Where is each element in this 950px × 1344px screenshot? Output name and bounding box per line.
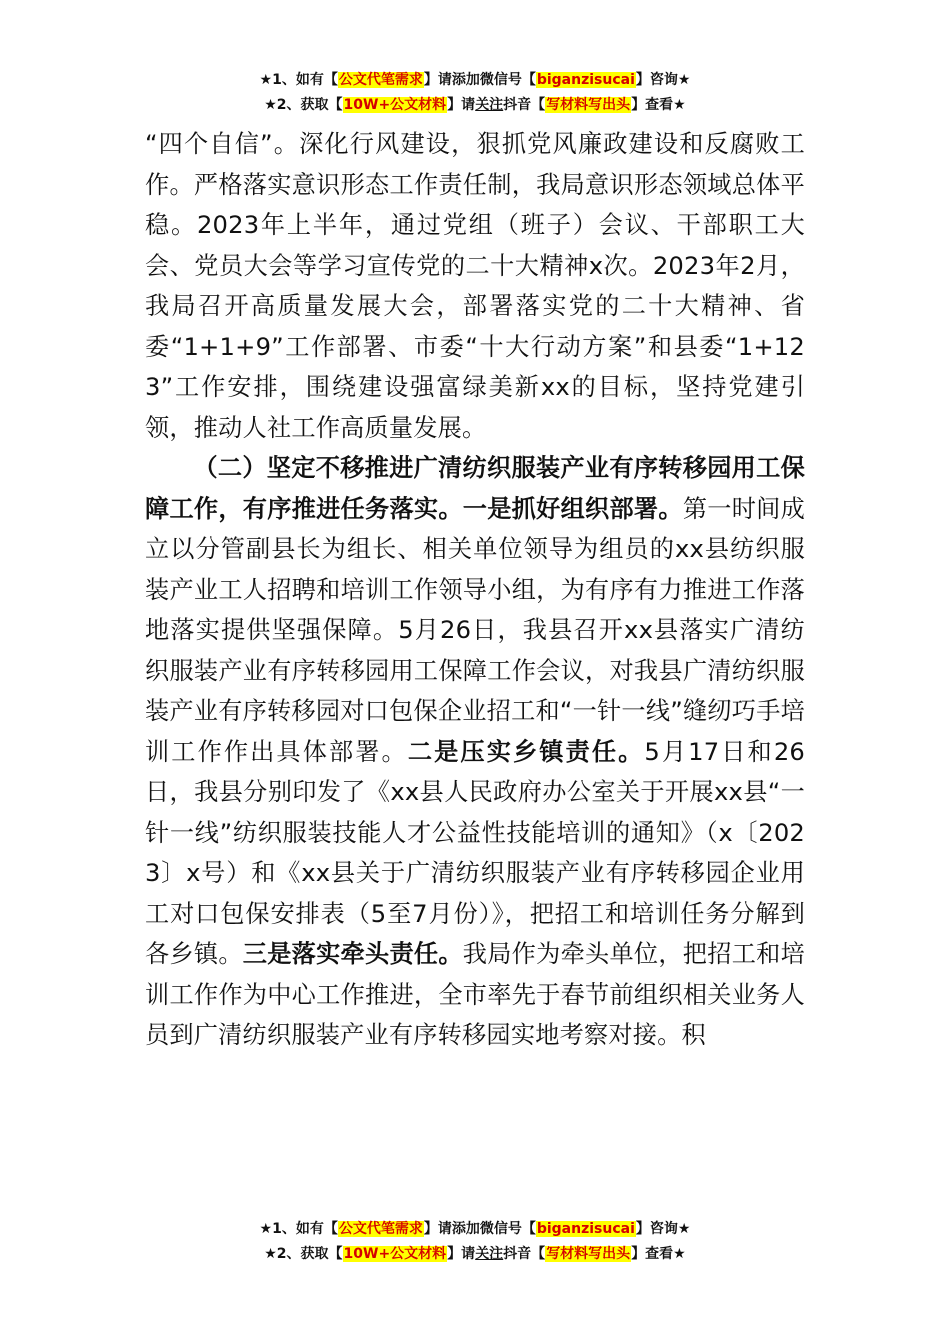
- section-heading: （二）坚定不移推进广清纺织服装产业有序转移园用工保障工作，有序推进任务落实。: [145, 454, 805, 523]
- highlight-materials: 10W+公文材料: [343, 97, 447, 113]
- footer-highlight-materials: 10W+公文材料: [343, 1246, 447, 1262]
- footer-highlight-wechat-id: biganzisucai: [536, 1221, 635, 1237]
- highlight-wechat-id: biganzisucai: [536, 72, 635, 88]
- header-banner: [0, 68, 950, 118]
- footer-line-2: ★2、获取【10W+公文材料】请关注抖音【写材料写出头】查看★: [264, 1246, 686, 1262]
- point-1-text: 第一时间成立以分管副县长为组长、相关单位领导为组员的xx县纺织服装产业工人招聘和培训工作领导小组，为有序有力推进工作落地落实提供坚强保障。5月26日，我县召开xx县落实广清纺织服装产业有序转移园用工保障工作会议，对我县广清纺织服装产业有序转移园对口包保企业招工和“一针一线”缝纫巧手培训工作作出具体部署。: [145, 494, 805, 766]
- follow-underlined: 关注: [475, 97, 504, 113]
- banner-line-1: ★1、如有【公文代笔需求】请添加微信号【biganzisucai】咨询★: [259, 72, 691, 88]
- paragraph-2: [145, 448, 805, 1056]
- point-2-text: 5月17日和26日，我县分别印发了《xx县人民政府办公室关于开展xx县“一针一线”纺织服装技能人才公益性技能培训的通知》（x〔2023〕x号）和《xx县关于广清纺织服装产业有序转移园企业用工对口包保安排表（5至7月份）》，把招工和培训任务分解到各乡镇。: [145, 737, 805, 968]
- point-1-title: 一是抓好组织部署。: [462, 494, 683, 523]
- footer-banner: [0, 1217, 950, 1267]
- point-2-title: 二是压实乡镇责任。: [407, 737, 645, 766]
- highlight-service: 公文代笔需求: [338, 72, 423, 88]
- highlight-douyin-account: 写材料写出头: [546, 97, 631, 113]
- point-3-text: 我局作为牵头单位，把招工和培训工作作为中心工作推进，全市率先于春节前组织相关业务人员到广清纺织服装产业有序转移园实地考察对接。积: [145, 940, 805, 1049]
- footer-highlight-douyin-account: 写材料写出头: [546, 1246, 631, 1262]
- footer-highlight-service: 公文代笔需求: [338, 1221, 423, 1237]
- footer-follow-underlined: 关注: [475, 1246, 504, 1262]
- paragraph-1: “四个自信”。深化行风建设，狠抓党风廉政建设和反腐败工作。严格落实意识形态工作责任制，我局意识形态领域总体平稳。2023年上半年，通过党组（班子）会议、干部职工大会、党员大会等学习宣传党的二十大精神x次。2023年2月，我局召开高质量发展大会，部署落实党的二十大精神、省委“1+1+9”工作部署、市委“十大行动方案”和县委“1+123”工作安排，围绕建设强富绿美新xx的目标，坚持党建引领，推动人社工作高质量发展。: [145, 130, 805, 442]
- document-body: [145, 124, 805, 1056]
- banner-line-2: ★2、获取【10W+公文材料】请关注抖音【写材料写出头】查看★: [264, 97, 686, 113]
- footer-line-1: ★1、如有【公文代笔需求】请添加微信号【biganzisucai】咨询★: [259, 1221, 691, 1237]
- point-3-title: 三是落实牵头责任。: [242, 940, 463, 968]
